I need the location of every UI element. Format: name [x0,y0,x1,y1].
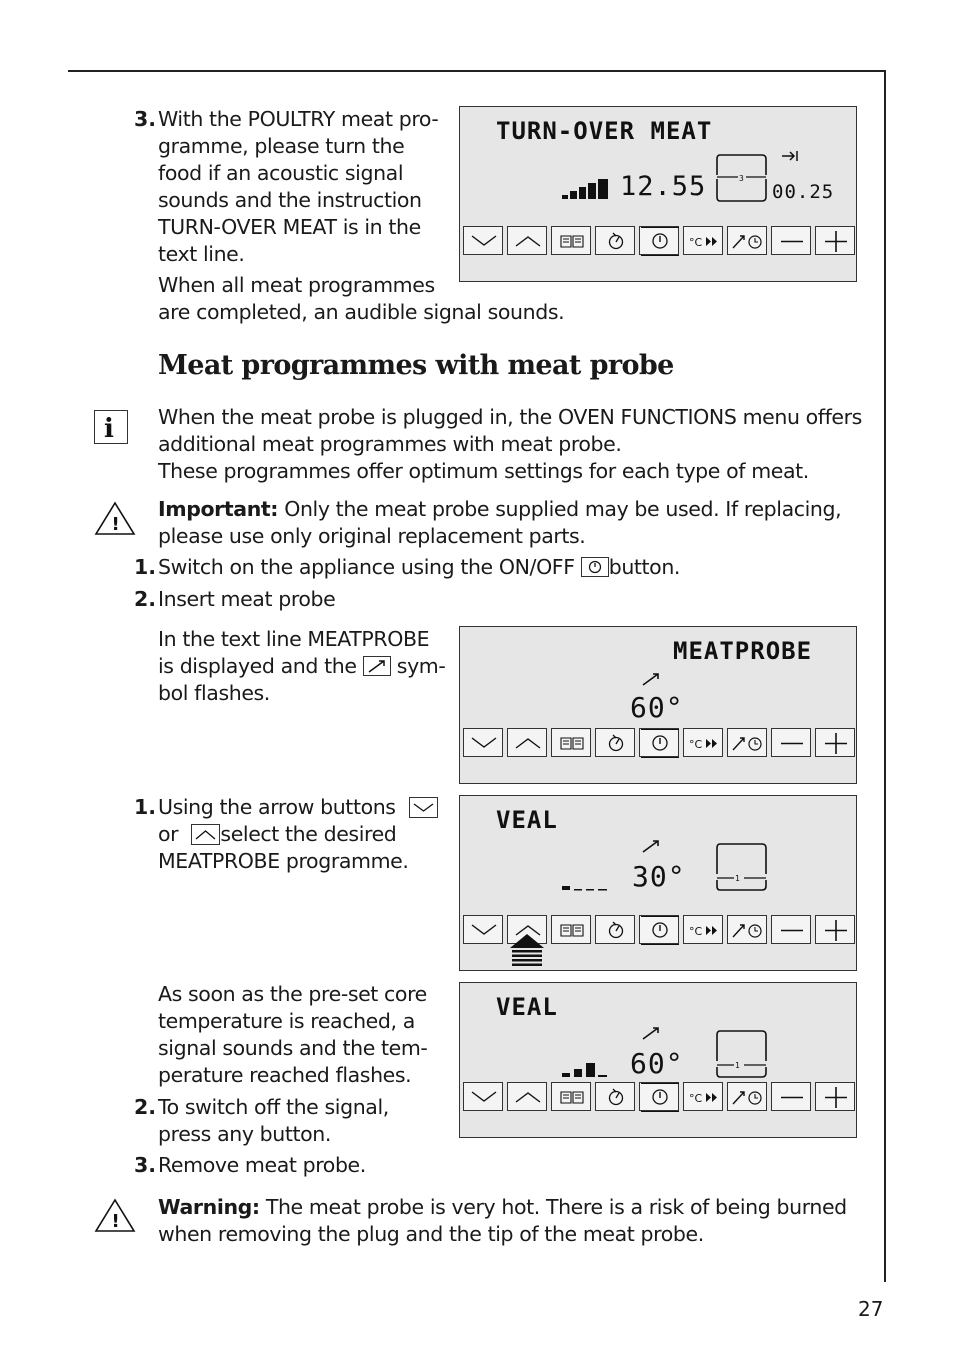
step-number: 2. [133,587,156,611]
step-3-remove-probe: Remove meat probe. [158,1153,366,1177]
timer-button [595,728,635,757]
display-panel-turn-over [459,106,857,282]
minus-button [771,1082,811,1111]
svg-text:°C: °C [689,925,703,938]
timer-icon [596,1083,636,1112]
probe-mark: 1 [735,874,740,883]
info-text: When the meat probe is plugged in, the OVEN FUNCTIONS menu offers additional meat programmes with meat probe. These programmes offer optimum settings for each type of meat. [158,405,862,483]
lcd-text-line: MEATPROBE [673,637,813,665]
temp-fast-icon [684,1083,724,1112]
up-arrow-icon [508,1083,548,1112]
book-icon [552,1083,592,1112]
plus-icon [816,916,856,945]
info-icon [94,410,128,444]
minus-icon [772,916,812,945]
minus-icon [772,227,812,256]
timer-icon [596,729,636,758]
svg-text:!: ! [111,1211,120,1232]
meat-probe-gauge-icon [716,153,768,203]
step-number: 3. [133,1153,156,1177]
control-button-row [463,1082,853,1112]
book-button [551,226,591,255]
probe-symbol-icon [640,838,662,854]
probe-clock-icon [728,729,768,758]
book-icon [552,227,592,256]
svg-text:°C: °C [689,236,703,249]
svg-text:°C: °C [689,1092,703,1105]
textline-explanation: In the text line MEATPROBE is displayed and the sym- bol flashes. [158,627,446,705]
plus-icon [816,729,856,758]
section-heading: Meat programmes with meat probe [158,350,674,381]
down-arrow-icon [464,227,504,256]
top-rule [68,70,886,72]
on-off-icon [581,557,609,577]
plus-icon [816,1083,856,1112]
on-off-button [639,226,679,255]
heat-level-bars-icon [560,1059,612,1079]
temp-fast-button [683,915,723,944]
book-icon [552,729,592,758]
warning-triangle-icon [94,1197,136,1233]
lcd-text-line: TURN-OVER MEAT [496,117,713,145]
probe-mark: 1 [735,1061,740,1070]
down-arrow-button-icon [409,797,438,818]
down-arrow-button [463,728,503,757]
temp-fast-icon [684,227,724,256]
end-time-icon [780,149,800,163]
on-off-icon [640,227,680,256]
book-button [551,1082,591,1111]
right-rule [884,70,886,1282]
lcd-core-temp: 60° [630,1047,684,1080]
minus-icon [772,729,812,758]
display-panel-veal-30 [459,795,857,971]
probe-clock-button [727,1082,767,1111]
probe-clock-icon [728,1083,768,1112]
probe-symbol-icon [640,671,662,687]
meat-probe-gauge-icon [716,1029,768,1079]
step-2-switch-off-signal: To switch off the signal, press any button. [158,1095,389,1146]
display-panel-veal-60 [459,982,857,1138]
probe-clock-icon [728,916,768,945]
lcd-duration-value: 00.25 [772,181,835,203]
plus-button [815,728,855,757]
plus-button [815,1082,855,1111]
warning-triangle-icon [94,500,136,536]
probe-clock-button [727,728,767,757]
display-panel-meatprobe [459,626,857,784]
down-arrow-button [463,1082,503,1111]
timer-button [595,915,635,944]
temp-fast-button [683,226,723,255]
heat-level-bars-icon [560,880,612,892]
temperature-reached-text: As soon as the pre-set core temperature is reached, a signal sounds and the tem- perature reached flashes. [158,982,428,1087]
up-arrow-button [507,728,547,757]
step-3-turn-over-text: With the POULTRY meat pro- gramme, please turn the food if an acoustic signal sounds and the instruction TURN-OVER MEAT is in the text line. [158,107,439,266]
meat-probe-symbol-icon [363,656,391,676]
step-1-switch-on: Switch on the appliance using the ON/OFF button. [158,555,681,579]
up-arrow-button [507,226,547,255]
svg-text:°C: °C [689,738,703,751]
on-off-button [639,728,679,757]
on-off-button [639,1082,679,1111]
plus-icon [816,227,856,256]
step-number: 1. [133,555,156,579]
completed-text: When all meat programmes are completed, an audible signal sounds. [158,273,565,324]
on-off-icon [640,1083,680,1112]
on-off-icon [640,916,680,945]
probe-symbol-icon [640,1025,662,1041]
timer-button [595,226,635,255]
step-number: 2. [133,1095,156,1119]
probe-clock-button [727,226,767,255]
temp-fast-icon [684,729,724,758]
svg-text:i: i [104,414,114,443]
meat-probe-gauge-icon [716,842,768,892]
timer-icon [596,227,636,256]
page-number: 27 [858,1297,884,1321]
lcd-core-temp: 60° [630,691,684,724]
book-button [551,728,591,757]
minus-icon [772,1083,812,1112]
plus-button [815,915,855,944]
down-arrow-button [463,915,503,944]
step-2-insert-probe: Insert meat probe [158,587,336,611]
timer-icon [596,916,636,945]
temp-fast-button [683,728,723,757]
plus-button [815,226,855,255]
lcd-text-line: VEAL [496,806,558,834]
probe-clock-button [727,915,767,944]
pointer-arrow-icon [508,932,546,968]
lcd-time-value: 12.55 [620,171,707,202]
lcd-text-line: VEAL [496,993,558,1021]
book-icon [552,916,592,945]
down-arrow-button [463,226,503,255]
down-arrow-icon [464,916,504,945]
on-off-icon [640,729,680,758]
step-1-select-programme: Using the arrow buttons or select the desired MEATPROBE programme. [158,795,409,873]
minus-button [771,915,811,944]
temp-fast-icon [684,916,724,945]
up-arrow-button [507,1082,547,1111]
minus-button [771,728,811,757]
lcd-core-temp: 30° [632,860,686,893]
step-number: 1. [133,795,156,819]
up-arrow-icon [508,729,548,758]
up-arrow-button-icon [191,824,220,845]
svg-text:!: ! [111,514,120,535]
up-arrow-icon [508,227,548,256]
step-number: 3. [133,107,156,131]
warning-note: Warning: The meat probe is very hot. There is a risk of being burned when removing the plug and the tip of the meat probe. [158,1195,847,1246]
important-note: Important: Only the meat probe supplied may be used. If replacing, please use only original replacement parts. [158,497,842,548]
book-button [551,915,591,944]
timer-button [595,1082,635,1111]
control-button-row [463,226,853,256]
probe-clock-icon [728,227,768,256]
down-arrow-icon [464,1083,504,1112]
on-off-button [639,915,679,944]
minus-button [771,226,811,255]
down-arrow-icon [464,729,504,758]
probe-mark: 3 [739,174,744,183]
control-button-row [463,728,853,758]
temp-fast-button [683,1082,723,1111]
heat-level-bars-icon [560,177,612,201]
